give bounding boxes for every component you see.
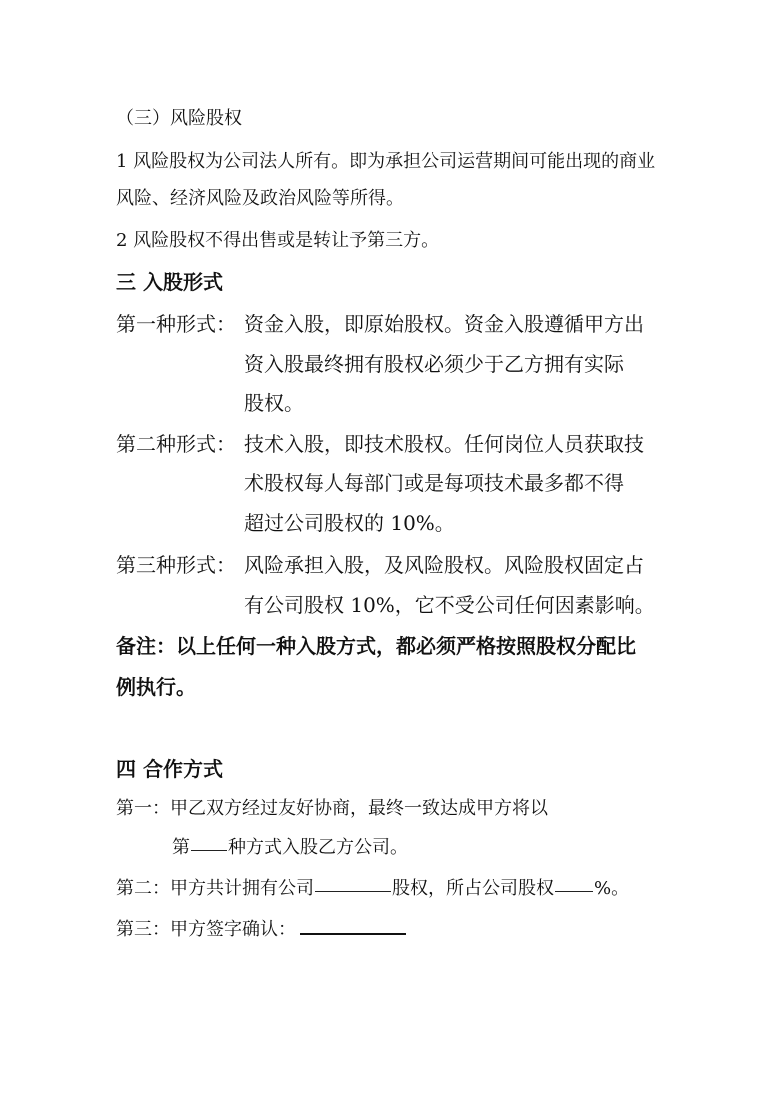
form-3-line-2: 有公司股权 10%，它不受公司任何因素影响。 [244,593,655,617]
equity-amount-blank[interactable] [315,890,391,892]
risk-equity-heading: （三）风险股权 [116,108,242,129]
risk-item-2: 2 风险股权不得出售或是转让予第三方。 [116,230,440,251]
coop-third-line [116,915,406,941]
form-2-line-1: 技术入股，即技术股权。任何岗位人员获取技 [244,432,644,456]
cooperation-heading: 四 合作方式 [116,757,223,781]
coop-first-pre: 第 [172,837,190,858]
form-2-line-2: 术股权每人每部门或是每项技术最多都不得 [244,471,624,495]
signature-line[interactable] [300,931,406,935]
form-3-line-1: 风险承担入股，及风险股权。风险股权固定占 [244,553,644,577]
coop-second-line [116,874,629,900]
note-line-1: 备注：以上任何一种入股方式，都必须严格按照股权分配比 [116,634,636,658]
coop-first-line-2 [172,833,408,859]
note-line-2: 例执行。 [116,675,196,699]
coop-first-post: 种方式入股乙方公司。 [228,837,408,858]
equity-percent-blank[interactable] [555,890,593,892]
coop-second-mid: 股权，所占公司股权 [392,878,554,899]
coop-second-pre: 第二：甲方共计拥有公司 [116,878,314,899]
risk-item-1-line-2: 风险、经济风险及政治风险等所得。 [116,188,404,209]
form-1-label: 第一种形式： [116,312,236,336]
form-2-line-3: 超过公司股权的 10%。 [244,511,455,535]
form-1-line-3: 股权。 [244,391,304,415]
risk-item-1-line-1: 1 风险股权为公司法人所有。即为承担公司运营期间可能出现的商业 [116,151,656,172]
share-forms-heading: 三 入股形式 [116,270,223,294]
form-1-line-2: 资入股最终拥有股权必须少于乙方拥有实际 [244,352,624,376]
coop-third-label: 第三：甲方签字确认： [116,919,296,940]
method-number-blank[interactable] [191,849,227,851]
coop-first-line-1: 第一：甲乙双方经过友好协商，最终一致达成甲方将以 [116,798,548,819]
form-1-line-1: 资金入股，即原始股权。资金入股遵循甲方出 [244,312,644,336]
form-3-label: 第三种形式： [116,553,236,577]
coop-second-post: %。 [594,878,630,899]
form-2-label: 第二种形式： [116,432,236,456]
